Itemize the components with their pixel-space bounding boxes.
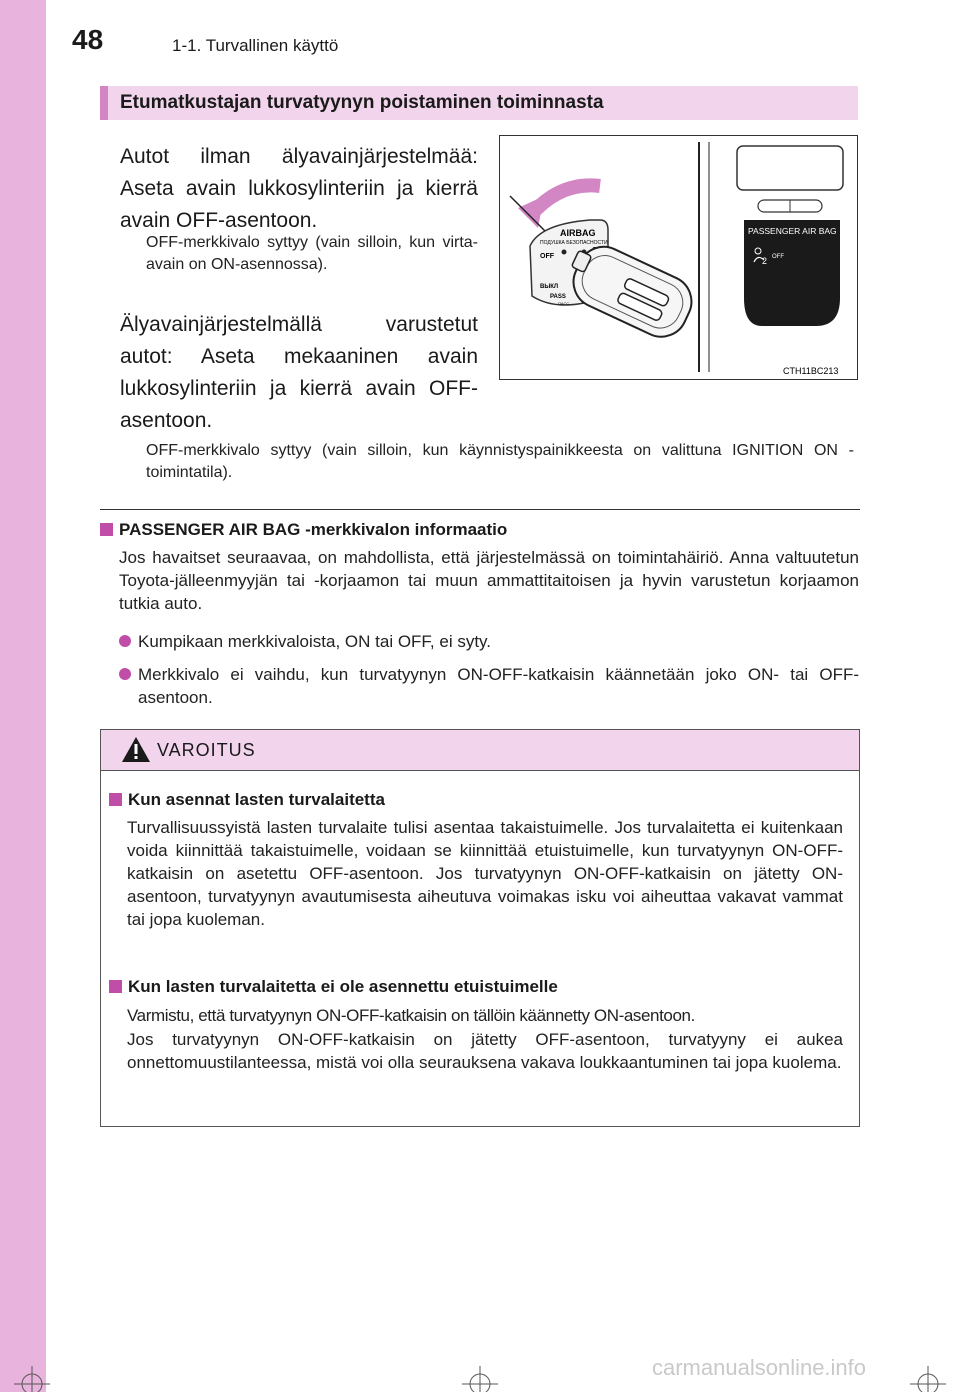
warning-header [101,730,859,771]
section-header [100,86,858,120]
registration-mark-icon [458,1362,502,1392]
registration-mark-icon [906,1362,950,1392]
plate-pass-label: PASS [550,294,566,300]
info-heading [100,520,507,540]
plate-vykl-label: ВЫКЛ [540,284,559,290]
plate-russian-label: ПОДУШКА БЕЗОПАСНОСТИ [540,240,608,246]
airbag-switch-drawing [500,136,857,379]
registration-mark-icon [10,1362,54,1392]
intro-note-2: OFF-merkkivalo syttyy (vain silloin, kun käynnistyspainikkeesta on valittuna IGNITION ON -toimintatila). [146,442,854,481]
intro-paragraph-1: Autot ilman älyavainjärjestelmää: Aseta avain lukkosylinteriin ja kierrä avain OFF-asentoon. [120,145,478,232]
intro-note-1: OFF-merkkivalo syttyy (vain silloin, kun virta-avain on ON-asennossa). [146,234,478,273]
warning-body-2b: Jos turvatyynyn ON-OFF-katkaisin on jätetty OFF-asentoon, turvatyyny ei aukea onnettomuustilanteessa, mistä voi olla seurauksena vakava loukkaantuminen tai jopa kuolema. [127,1030,843,1072]
intro-paragraph-2: Älyavainjärjestelmällä varustetut autot: Aseta mekaaninen avain lukkosylinteriin ja kierrä avain OFF-asentoon. [120,313,478,432]
svg-text:2: 2 [762,256,768,266]
chapter-title: 1-1. Turvallinen käyttö [172,36,339,55]
info-bullet-1 [119,630,859,653]
plate-off-label: OFF [540,253,554,260]
info-bullet-1-text: Kumpikaan merkkivaloista, ON tai OFF, ei syty. [138,632,492,651]
watermark: carmanualsonline.info [652,1355,867,1380]
page-number: 48 [72,24,104,55]
info-bullet-2 [119,663,859,709]
warning-triangle-icon [121,736,151,763]
square-bullet-icon [100,523,113,536]
section-title: Etumatkustajan turvatyynyn poistaminen toiminnasta [120,92,604,113]
info-body: Jos havaitset seuraavaa, on mahdollista, että järjestelmässä on toimintahäiriö. Anna valtuutetun Toyota-jälleenmyyjän tai -korjaamon tai muun ammattitaitoisen ja hyvin varustetun korjaamon tutkia auto. [119,548,859,613]
round-bullet-icon [119,635,131,647]
warning-title: VAROITUS [157,740,256,760]
upper-display [737,146,843,190]
panel-off-label: OFF [772,254,784,260]
plate-pass-ru-label: ПАСС [558,301,570,306]
square-bullet-icon [109,793,122,806]
airbag-switch-illustration [499,135,858,380]
info-heading-text: PASSENGER AIR BAG -merkkivalon informaatio [119,520,508,539]
figure-code: CTH11BC213 [783,366,839,376]
warning-heading-2-text: Kun lasten turvalaitetta ei ole asennettu etuistuimelle [128,977,558,996]
round-bullet-icon [119,668,131,680]
square-bullet-icon [109,980,122,993]
warning-box [100,729,860,1127]
plate-dot [562,250,567,255]
plate-airbag-label: AIRBAG [560,228,596,238]
info-bullet-2-text: Merkkivalo ei vaihdu, kun turvatyynyn ON-OFF-katkaisin käännetään joko ON- tai OFF-asentoon. [138,665,859,707]
warning-heading-2 [109,977,558,997]
warning-heading-1 [109,790,385,810]
warning-heading-1-text: Kun asennat lasten turvalaitetta [128,790,385,809]
panel-passenger-airbag-label: PASSENGER AIR BAG [748,226,837,236]
warning-body-2a: Varmistu, että turvatyynyn ON-OFF-katkaisin on tällöin käännetty ON-asentoon. [127,1006,695,1025]
key-icon [560,236,700,345]
arrow-head-icon [518,196,544,228]
section-divider [100,509,860,510]
warning-body-1: Turvallisuussyistä lasten turvalaite tulisi asentaa takaistuimelle. Jos turvalaitetta ei kuitenkaan voida kiinnittää takaistuimelle, voidaan se kiinnittää etuistuimelle, kun turvatyynyn ON-OFF-katkaisin on asetettu OFF-asentoon. Jos turvatyynyn ON-OFF-katkaisin on jätetty ON-asentoon, turvatyynyn avautumisesta aiheutuva voimakas isku voi aiheuttaa vakavat vammat tai jopa kuoleman. [127,818,843,929]
chapter-sidebar-tab [0,0,46,1392]
